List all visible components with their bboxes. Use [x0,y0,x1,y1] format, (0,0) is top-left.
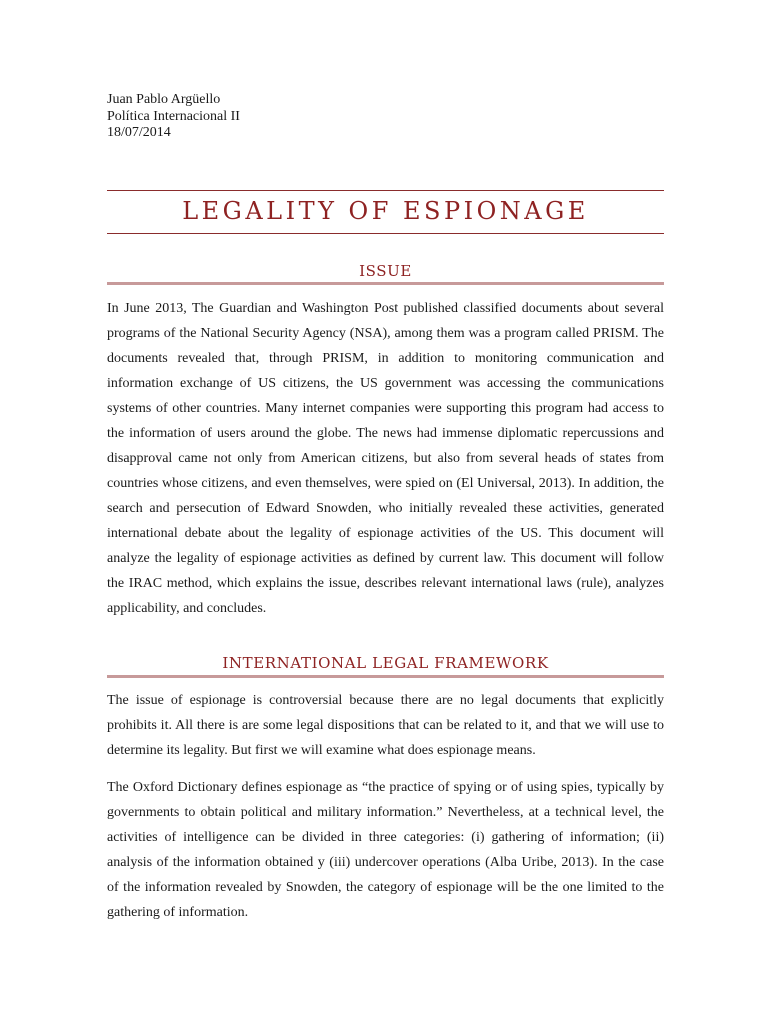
course-name: Política Internacional II [107,108,240,124]
title-rule-bottom [107,233,664,234]
section-underline-framework [107,675,664,678]
author-name: Juan Pablo Argüello [107,92,221,107]
issue-paragraph: In June 2013, The Guardian and Washington Post published classified documents about several programs of the National Security Agency (NSA), among them was a program called PRISM. The documents revealed that, through PRISM, in addition to monitoring communication and information exchange of US citizens, the US government was accessing the communications systems of other countries. Many internet companies were supporting this program had access to the information of users around the globe. The news had immense diplomatic repercussions and disapproval came not only from American citizens, but also from several heads of states from countries whose citizens, and even themselves, were spied on (El Universal, 2013). In addition, the search and persecution of Edward Snowden, who initially revealed these activities, generated international debate about the legality of espionage activities of the US. This document will analyze the legality of espionage activities as defined by current law. This document will follow the IRAC method, which explains the issue, describes relevant international laws (rule), analyzes applicability, and concludes. [107,301,664,616]
title-rule-top [107,190,664,191]
framework-paragraph-1: The issue of espionage is controversial because there are no legal documents that explicitly prohibits it. All there is are some legal dispositions that can be related to it, and that we will use to determine its legality. But first we will examine what does espionage means. [107,693,664,758]
document-date: 18/07/2014 [107,125,171,140]
framework-paragraph-2: The Oxford Dictionary defines espionage as “the practice of spying or of using spies, typically by governments to obtain political and military information.” Nevertheless, at a technical level, the activities of intelligence can be divided in three categories: (i) gathering of information; (ii) analysis of the information obtained y (iii) undercover operations (Alba Uribe, 2013). In the case of the information revealed by Snowden, the category of espionage will be the one limited to the gathering of information. [107,780,664,920]
section-heading-issue: ISSUE [359,262,412,280]
author-block [107,92,240,142]
section-heading-framework: INTERNATIONAL LEGAL FRAMEWORK [222,654,549,672]
section-underline-issue [107,282,664,285]
document-title: LEGALITY OF ESPIONAGE [182,197,589,225]
